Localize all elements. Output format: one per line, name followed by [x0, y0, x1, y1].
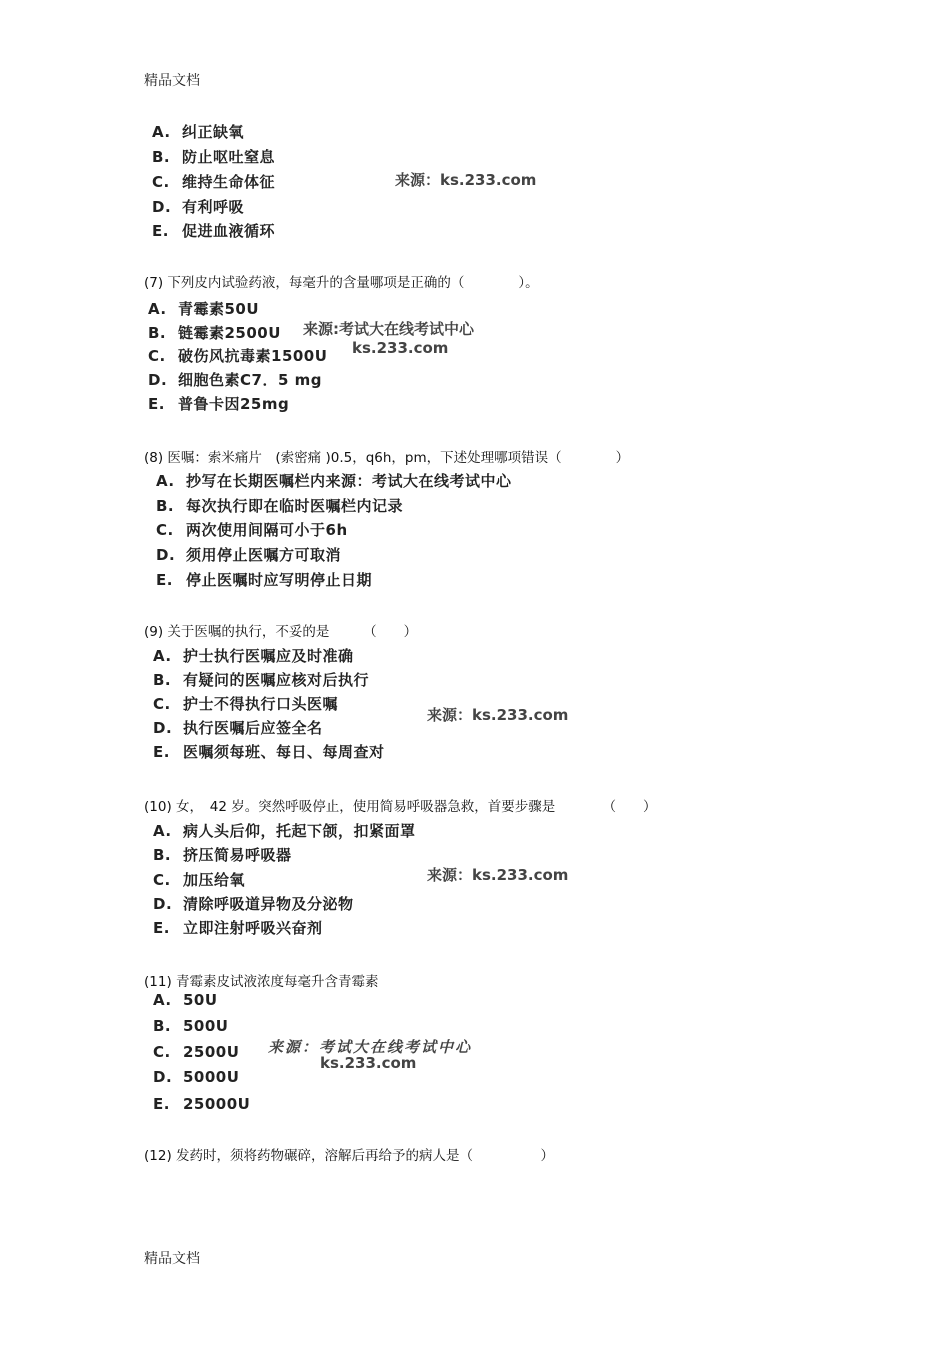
option-label: B. [156, 497, 175, 515]
option-label: A. [153, 822, 172, 840]
option-text: 有利呼吸 [182, 198, 245, 216]
q9-option-b [153, 669, 369, 690]
option-text: 病人头后仰，托起下颌，扣紧面罩 [183, 822, 416, 840]
option-text: 停止医嘱时应写明停止日期 [186, 571, 373, 589]
q9-option-d [153, 717, 323, 738]
q7-option-b [148, 322, 281, 343]
q10-option-a [153, 820, 416, 841]
option-label: B. [148, 324, 167, 342]
option-text: 25000U [183, 1095, 251, 1113]
option-text: 加压给氧 [183, 871, 246, 889]
option-label: C. [156, 521, 174, 539]
q9-title: (9) 关于医嘱的执行，不妥的是 （ ） [144, 624, 418, 640]
watermark: 来源：ks.233.com [427, 866, 569, 884]
option-label: C. [153, 1043, 171, 1061]
q11-option-c [153, 1043, 239, 1061]
watermark: 来源:考试大在线考试中心 [303, 320, 474, 338]
q11-option-b [153, 1017, 229, 1035]
q7-option-c [148, 345, 327, 366]
option-text: 促进血液循环 [182, 222, 276, 240]
option-label: E. [152, 222, 169, 240]
option-text: 须用停止医嘱方可取消 [186, 546, 342, 564]
option-text: 500U [183, 1017, 229, 1035]
q6-option-e [152, 220, 275, 241]
q7-option-a [148, 298, 259, 319]
option-label: B. [153, 671, 172, 689]
option-text: 护士不得执行口头医嘱 [183, 695, 339, 713]
q8-option-a [156, 470, 512, 491]
option-text: 青霉素50U [178, 300, 260, 318]
option-label: D. [148, 371, 168, 389]
q10-option-e [153, 917, 323, 938]
watermark: ks.233.com [320, 1054, 417, 1072]
option-label: B. [153, 1017, 172, 1035]
q6-option-c [152, 171, 275, 192]
q6-option-b [152, 146, 275, 167]
option-text: 清除呼吸道异物及分泌物 [183, 895, 354, 913]
option-text: 破伤风抗毒素1500U [178, 347, 328, 365]
q11-option-d [153, 1068, 239, 1086]
option-text: 纠正缺氧 [182, 123, 245, 141]
option-label: E. [156, 571, 173, 589]
q8-option-c [156, 519, 348, 540]
option-text: 普鲁卡因25mg [178, 395, 290, 413]
option-label: E. [148, 395, 165, 413]
option-label: A. [148, 300, 167, 318]
q6-option-d [152, 196, 244, 217]
option-label: D. [153, 895, 173, 913]
watermark: ks.233.com [352, 339, 449, 357]
page-header: 精品文档 [144, 73, 200, 89]
option-text: 防止呕吐窒息 [182, 148, 276, 166]
q10-option-d [153, 893, 354, 914]
option-text: 5000U [183, 1068, 240, 1086]
option-label: C. [148, 347, 166, 365]
q11-option-e [153, 1095, 250, 1113]
q7-option-e [148, 393, 289, 414]
q7-option-d [148, 369, 322, 390]
q8-option-d [156, 544, 341, 565]
q12-title: (12) 发药时，须将药物碾碎，溶解后再给予的病人是（ ） [144, 1148, 555, 1164]
q9-option-a [153, 645, 354, 666]
option-label: A. [153, 647, 172, 665]
option-label: E. [153, 743, 170, 761]
page-footer: 精品文档 [144, 1251, 200, 1267]
option-label: E. [153, 1095, 170, 1113]
q9-option-c [153, 693, 338, 714]
option-text: 维持生命体征 [182, 173, 276, 191]
option-text: 立即注射呼吸兴奋剂 [183, 919, 323, 937]
q10-option-b [153, 844, 292, 865]
watermark: 来源：考试大在线考试中心 [268, 1038, 473, 1056]
q8-title: (8) 医嘱：索米痛片 (索密痛 )0.5，q6h，pm，下述处理哪项错误（ ） [144, 450, 630, 466]
q11-title: (11) 青霉素皮试液浓度每毫升含青霉素 [144, 974, 379, 990]
option-text: 执行医嘱后应签全名 [183, 719, 323, 737]
option-label: C. [153, 871, 171, 889]
option-text: 两次使用间隔可小于6h [186, 521, 348, 539]
option-label: C. [152, 173, 170, 191]
q9-option-e [153, 741, 385, 762]
option-label: A. [153, 991, 172, 1009]
q10-option-c [153, 869, 245, 890]
option-label: A. [156, 472, 175, 490]
watermark: 来源：ks.233.com [427, 706, 569, 724]
option-text: 每次执行即在临时医嘱栏内记录 [186, 497, 404, 515]
q10-title: (10) 女， 42 岁。突然呼吸停止，使用简易呼吸器急救，首要步骤是 （ ） [144, 799, 657, 815]
option-label: D. [153, 719, 173, 737]
option-label: A. [152, 123, 171, 141]
option-text: 50U [183, 991, 218, 1009]
option-label: C. [153, 695, 171, 713]
option-text: 挤压简易呼吸器 [183, 846, 292, 864]
option-text: 医嘱须每班、每日、每周查对 [183, 743, 385, 761]
option-text: 2500U [183, 1043, 240, 1061]
option-text: 护士执行医嘱应及时准确 [183, 647, 354, 665]
option-text: 抄写在长期医嘱栏内来源：考试大在线考试中心 [186, 472, 512, 490]
option-text: 细胞色素C7．5 mg [178, 371, 322, 389]
q11-option-a [153, 991, 218, 1009]
q8-option-b [156, 495, 403, 516]
option-text: 有疑问的医嘱应核对后执行 [183, 671, 370, 689]
q6-option-a [152, 121, 244, 142]
option-label: D. [152, 198, 172, 216]
option-label: B. [153, 846, 172, 864]
q8-option-e [156, 569, 372, 590]
watermark: 来源：ks.233.com [395, 171, 537, 189]
option-text: 链霉素2500U [178, 324, 281, 342]
option-label: B. [152, 148, 171, 166]
option-label: D. [156, 546, 176, 564]
q7-title: (7) 下列皮内试验药液，每毫升的含量哪项是正确的（ ）。 [144, 275, 539, 291]
option-label: D. [153, 1068, 173, 1086]
option-label: E. [153, 919, 170, 937]
